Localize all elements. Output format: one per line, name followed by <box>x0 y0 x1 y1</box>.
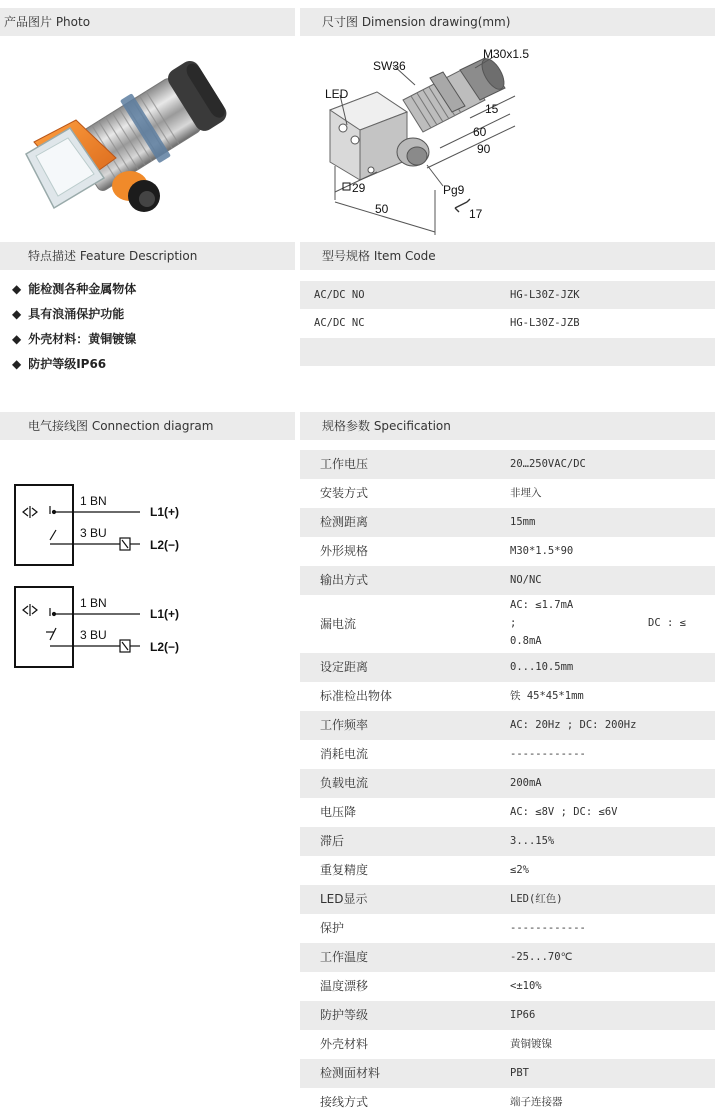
spec-row: 接线方式 端子连接器 <box>320 1095 563 1109</box>
spec-row: 消耗电流 ------------ <box>320 747 586 761</box>
specification-header: 规格参数 Specification <box>300 412 715 440</box>
terminal-l2-label: L2(−) <box>150 538 180 552</box>
item-code-type: AC/DC NC <box>314 317 365 329</box>
item-code-row <box>300 281 715 309</box>
spec-row: 工作温度 -25...70℃ <box>300 943 715 972</box>
dim-50-label: 50 <box>375 202 389 216</box>
dim-pg-label: Pg9 <box>443 183 465 197</box>
wire-1bn-label: 1 BN <box>80 596 107 610</box>
spec-row: 工作电压 20…250VAC/DC <box>300 450 715 479</box>
leakage-ac: AC: ≤1.7mA <box>510 599 574 611</box>
leakage-dc-value: 0.8mA <box>510 635 542 647</box>
feature-item: ◆ 防护等级IP66 <box>12 357 107 371</box>
spec-row: 标准检出物体 铁 45*45*1mm <box>320 689 584 703</box>
wire-3bu-label: 3 BU <box>80 628 107 642</box>
diamond-bullet-icon: ◆ <box>12 357 22 371</box>
spec-row-leakage: 漏电流 AC: ≤1.7mA ; DC : ≤ 0.8mA <box>320 599 686 647</box>
spec-row: 外形规格 M30*1.5*90 <box>320 544 574 558</box>
feature-item: ◆ 外壳材料：黄铜镀镍 <box>12 332 137 346</box>
connection-diagram <box>10 480 210 680</box>
product-photo <box>20 50 230 230</box>
spec-row: 滞后 3...15% <box>300 827 715 856</box>
dim-17-label: 17 <box>469 207 483 221</box>
spec-row: 设定距离 0...10.5mm <box>300 653 715 682</box>
spec-row: 外壳材料 黄铜镀镍 <box>320 1037 552 1051</box>
feature-header: 特点描述 Feature Description <box>0 242 295 270</box>
dim-90-label: 90 <box>477 142 491 156</box>
diamond-bullet-icon: ◆ <box>12 307 22 321</box>
item-code-value: HG-L30Z-JZB <box>510 317 580 329</box>
diamond-bullet-icon: ◆ <box>12 332 22 346</box>
terminal-l1-label: L1(+) <box>150 607 180 621</box>
item-code-row-empty <box>300 338 715 366</box>
dim-wrench-label: SW36 <box>373 59 406 73</box>
photo-header: 产品图片 Photo <box>0 8 295 36</box>
item-code-header: 型号规格 Item Code <box>300 242 715 270</box>
wire-1bn-label: 1 BN <box>80 494 107 508</box>
leakage-sep: ; <box>510 617 517 629</box>
proximity-sensor-image <box>20 50 230 230</box>
spec-row: 温度漂移 <±10% <box>320 979 542 993</box>
spec-row: 保护 ------------ <box>320 921 586 935</box>
dim-60-label: 60 <box>473 125 487 139</box>
spec-row: 负载电流 200mA <box>300 769 715 798</box>
feature-item: ◆ 具有浪涌保护功能 <box>12 307 125 321</box>
item-code-value: HG-L30Z-JZK <box>510 289 580 301</box>
spec-row: 工作频率 AC: 20Hz ; DC: 200Hz <box>300 711 715 740</box>
spec-row: 防护等级 IP66 <box>300 1001 715 1030</box>
dim-15-label: 15 <box>485 102 499 116</box>
dim-29-label: 29 <box>352 181 366 195</box>
spec-row: 检测距离 15mm <box>300 508 715 537</box>
dimension-drawing <box>315 40 555 235</box>
dim-thread-label: M30x1.5 <box>483 47 530 61</box>
spec-row: LED显示 LED(红色) <box>300 885 715 914</box>
feature-item: ◆ 能检测各种金属物体 <box>12 282 137 296</box>
leakage-dc: DC : ≤ <box>648 617 686 629</box>
connection-header: 电气接线图 Connection diagram <box>0 412 295 440</box>
terminal-l2-label: L2(−) <box>150 640 180 654</box>
item-code-type: AC/DC NO <box>314 289 365 301</box>
dim-led-label: LED <box>325 87 349 101</box>
dimension-header: 尺寸图 Dimension drawing(mm) <box>300 8 715 36</box>
spec-row: 安装方式 非埋入 <box>320 486 542 500</box>
terminal-l1-label: L1(+) <box>150 505 180 519</box>
spec-row: 电压降 AC: ≤8V ; DC: ≤6V <box>320 805 618 819</box>
diamond-bullet-icon: ◆ <box>12 282 22 296</box>
spec-row: 检测面材料 PBT <box>300 1059 715 1088</box>
wire-3bu-label: 3 BU <box>80 526 107 540</box>
spec-row: 重复精度 ≤2% <box>320 863 529 877</box>
spec-row: 输出方式 NO/NC <box>300 566 715 595</box>
wrench-icon <box>455 199 470 212</box>
item-code-row <box>300 309 715 337</box>
